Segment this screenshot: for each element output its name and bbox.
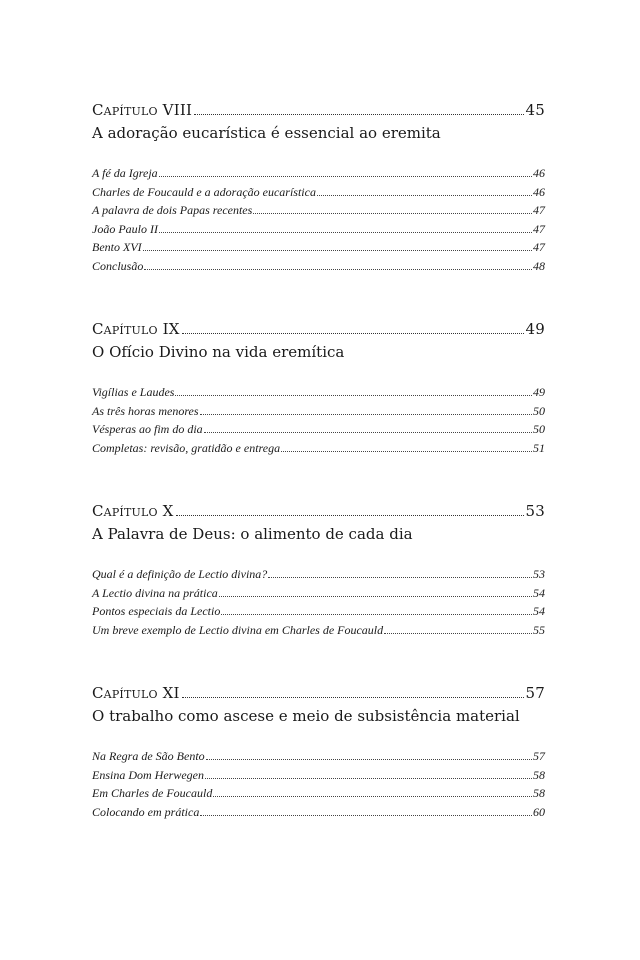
toc-entry[interactable] xyxy=(92,803,545,822)
chapter-page-number: 49 xyxy=(525,320,545,338)
toc-entry[interactable] xyxy=(92,747,545,766)
dot-leader xyxy=(219,595,532,597)
chapter-section xyxy=(92,100,545,275)
dot-leader xyxy=(206,758,532,760)
chapter-title: A Palavra de Deus: o alimento de cada dia xyxy=(92,525,413,543)
entry-list xyxy=(92,383,545,457)
toc-entry[interactable] xyxy=(92,565,545,584)
dot-leader xyxy=(204,431,532,433)
entry-label: Pontos especiais da Lectio xyxy=(92,604,221,618)
dot-leader xyxy=(200,814,532,816)
table-of-contents xyxy=(92,100,545,865)
dot-leader xyxy=(205,777,532,779)
toc-entry[interactable] xyxy=(92,238,545,257)
chapter-label: Capítulo XI xyxy=(92,684,180,702)
entry-page-number: 48 xyxy=(533,258,545,273)
toc-entry[interactable] xyxy=(92,602,545,621)
toc-entry[interactable] xyxy=(92,257,545,276)
entry-label: Na Regra de São Bento xyxy=(92,749,205,763)
dot-leader xyxy=(194,113,523,115)
entry-label: Em Charles de Foucauld xyxy=(92,786,213,800)
entry-label: As três horas menores xyxy=(92,403,199,418)
entry-page-number: 58 xyxy=(533,786,545,800)
entry-label: Um breve exemplo de Lectio divina em Charles de Foucauld xyxy=(92,622,384,637)
chapter-label: Capítulo IX xyxy=(92,320,180,338)
entry-page-number: 47 xyxy=(533,203,545,217)
entry-list xyxy=(92,164,545,275)
entry-label: A Lectio divina na prática xyxy=(92,585,218,600)
dot-leader xyxy=(159,231,532,233)
entry-label: A palavra de dois Papas recentes xyxy=(92,203,253,217)
entry-page-number: 47 xyxy=(533,221,545,236)
entry-page-number: 54 xyxy=(533,604,545,618)
entry-label: Charles de Foucauld e a adoração eucarística xyxy=(92,184,316,199)
chapter-page-number: 45 xyxy=(525,101,545,119)
chapter-heading[interactable] xyxy=(92,100,545,120)
entry-label: Ensina Dom Herwegen xyxy=(92,767,204,782)
toc-entry[interactable] xyxy=(92,766,545,785)
entry-label: A fé da Igreja xyxy=(92,166,158,180)
dot-leader xyxy=(175,394,532,396)
entry-page-number: 58 xyxy=(533,767,545,782)
chapter-section xyxy=(92,319,545,457)
chapter-title: O Ofício Divino na vida eremítica xyxy=(92,343,345,361)
entry-label: João Paulo II xyxy=(92,221,158,236)
toc-entry[interactable] xyxy=(92,784,545,803)
entry-page-number: 60 xyxy=(533,804,545,819)
dot-leader xyxy=(144,268,532,270)
entry-label: Completas: revisão, gratidão e entrega xyxy=(92,440,281,455)
entry-page-number: 47 xyxy=(533,240,545,254)
toc-entry[interactable] xyxy=(92,439,545,458)
toc-entry[interactable] xyxy=(92,402,545,421)
chapter-page-number: 53 xyxy=(525,502,545,520)
entry-list xyxy=(92,747,545,821)
toc-entry[interactable] xyxy=(92,383,545,402)
entry-page-number: 51 xyxy=(533,440,545,455)
dot-leader xyxy=(268,576,532,578)
dot-leader xyxy=(182,696,524,698)
toc-entry[interactable] xyxy=(92,201,545,220)
chapter-page-number: 57 xyxy=(525,684,545,702)
entry-list xyxy=(92,565,545,639)
entry-page-number: 53 xyxy=(533,567,545,581)
chapter-heading[interactable] xyxy=(92,319,545,339)
dot-leader xyxy=(182,332,524,334)
dot-leader xyxy=(281,450,532,452)
entry-label: Vésperas ao fim do dia xyxy=(92,422,203,436)
entry-label: Vigílias e Laudes xyxy=(92,385,175,399)
entry-label: Colocando em prática xyxy=(92,804,200,819)
entry-label: Qual é a definição de Lectio divina? xyxy=(92,567,268,581)
entry-page-number: 55 xyxy=(533,622,545,637)
entry-label: Conclusão xyxy=(92,258,144,273)
dot-leader xyxy=(221,613,532,615)
toc-entry[interactable] xyxy=(92,584,545,603)
chapter-label: Capítulo X xyxy=(92,502,174,520)
chapter-section xyxy=(92,683,545,821)
chapter-section xyxy=(92,501,545,639)
chapter-label: Capítulo VIII xyxy=(92,101,193,119)
chapter-heading[interactable] xyxy=(92,683,545,703)
toc-entry[interactable] xyxy=(92,183,545,202)
entry-page-number: 49 xyxy=(533,385,545,399)
entry-page-number: 57 xyxy=(533,749,545,763)
entry-page-number: 50 xyxy=(533,422,545,436)
dot-leader xyxy=(176,514,524,516)
entry-page-number: 54 xyxy=(533,585,545,600)
chapter-heading[interactable] xyxy=(92,501,545,521)
entry-page-number: 46 xyxy=(533,184,545,199)
entry-label: Bento XVI xyxy=(92,240,142,254)
chapter-title: O trabalho como ascese e meio de subsistência material xyxy=(92,707,520,725)
toc-entry[interactable] xyxy=(92,220,545,239)
dot-leader xyxy=(213,795,532,797)
dot-leader xyxy=(143,249,532,251)
dot-leader xyxy=(253,212,532,214)
entry-page-number: 46 xyxy=(533,166,545,180)
dot-leader xyxy=(200,413,532,415)
dot-leader xyxy=(159,175,532,177)
entry-page-number: 50 xyxy=(533,403,545,418)
chapter-title: A adoração eucarística é essencial ao eremita xyxy=(92,124,441,142)
dot-leader xyxy=(384,632,532,634)
dot-leader xyxy=(317,194,532,196)
toc-entry[interactable] xyxy=(92,164,545,183)
toc-entry[interactable] xyxy=(92,621,545,640)
toc-entry[interactable] xyxy=(92,420,545,439)
